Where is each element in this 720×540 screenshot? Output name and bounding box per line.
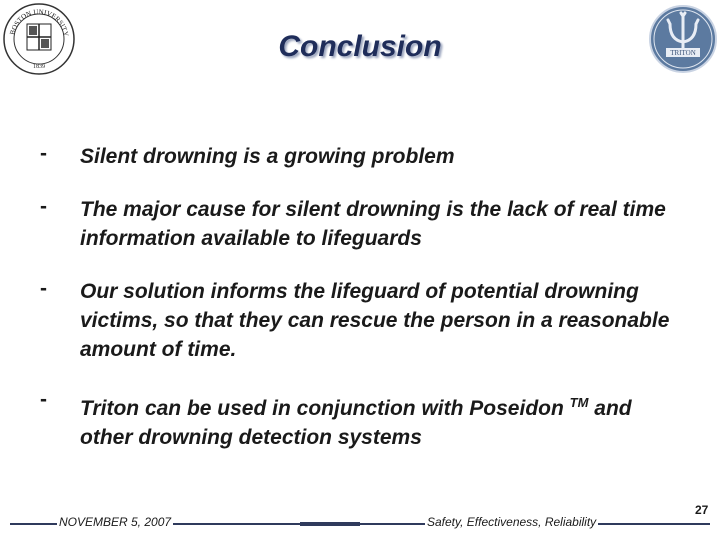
bullet-item — [40, 277, 680, 364]
svg-text:TRITON: TRITON — [670, 49, 696, 57]
slide-title: Conclusion — [278, 30, 442, 63]
bullet-item — [40, 195, 680, 253]
svg-text:1839: 1839 — [33, 64, 45, 70]
bullet-text-continued: and other drowning detection systems — [80, 397, 632, 449]
bullet-marker: - — [40, 142, 47, 165]
bullet-marker: - — [40, 388, 47, 411]
footer-tagline: Safety, Effectiveness, Reliability — [427, 515, 597, 529]
page-number: 27 — [695, 503, 709, 517]
bullet-item — [40, 142, 680, 171]
bullet-marker: - — [40, 277, 47, 300]
trademark-superscript: TM — [569, 395, 589, 410]
bullet-text: Silent drowning is a growing problem — [80, 145, 455, 168]
bullet-list — [40, 142, 680, 476]
bullet-text: The major cause for silent drowning is the lack of real time information available to lifeguards — [80, 198, 666, 250]
footer-date: NOVEMBER 5, 2007 — [59, 515, 172, 529]
bullet-text — [80, 388, 680, 452]
footer-divider — [300, 522, 360, 526]
svg-text:BOSTON UNIVERSITY: BOSTON UNIVERSITY — [8, 7, 70, 38]
slide-footer — [0, 505, 720, 540]
bullet-text: Our solution informs the lifeguard of potential drowning victims, so that they can rescue the person in a reasonable amount of time. — [80, 280, 670, 361]
bullet-item — [40, 388, 680, 452]
bullet-marker: - — [40, 195, 47, 218]
bullet-text-main: Triton can be used in conjunction with Poseidon — [80, 397, 564, 420]
